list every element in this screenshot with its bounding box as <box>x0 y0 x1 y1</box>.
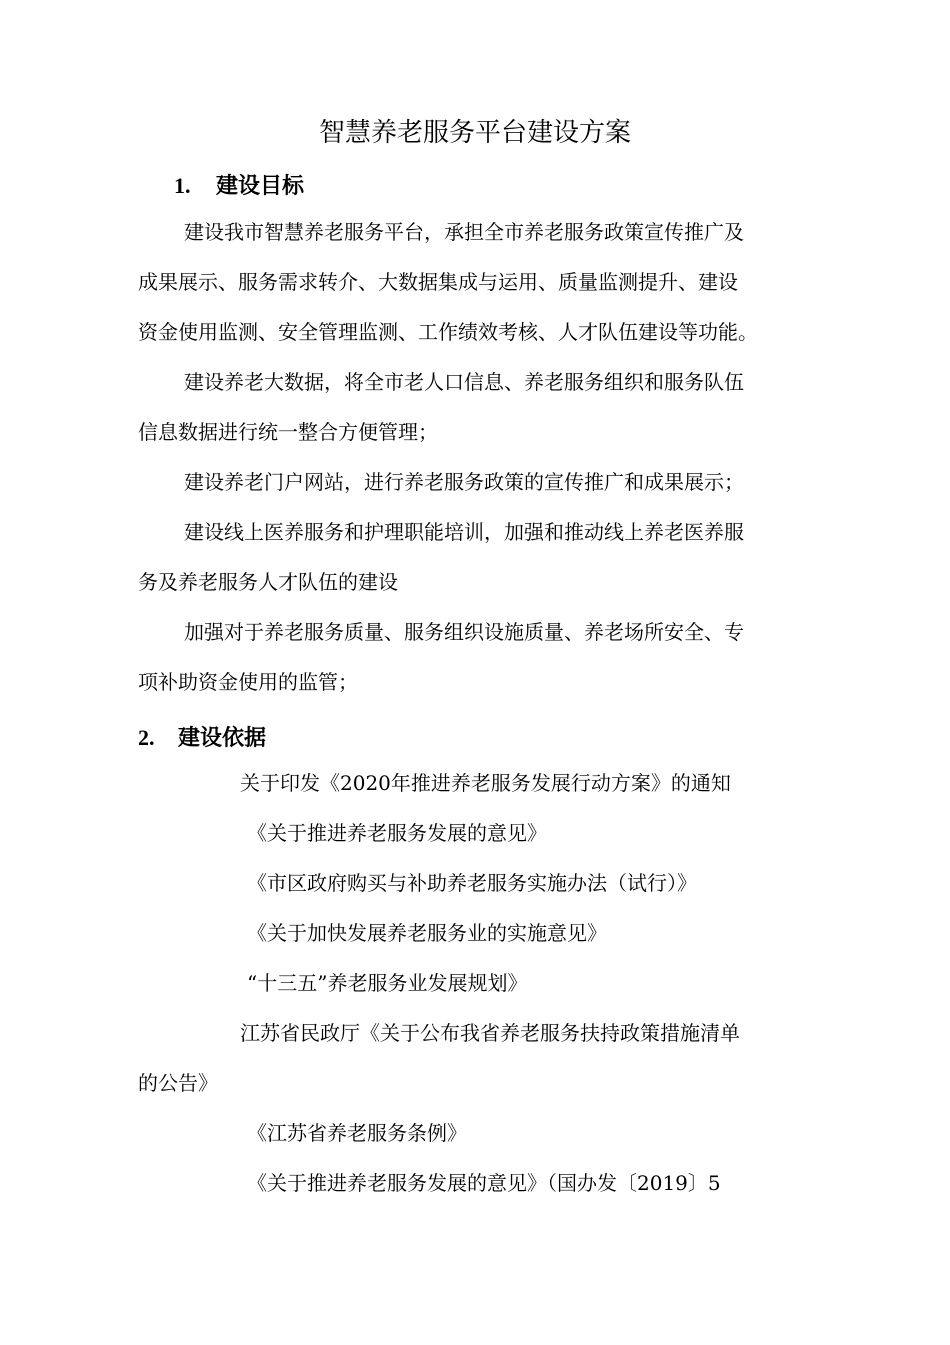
section-heading-basis <box>138 722 266 755</box>
reference-item: 《市区政府购买与补助养老服务实施办法（试行）》 <box>247 871 697 895</box>
reference-item: 江苏省民政厅《关于公布我省养老服务扶持政策措施清单 <box>240 1021 740 1045</box>
reference-item: 关于印发《2020年推进养老服务发展行动方案》的通知 <box>240 771 731 795</box>
section-heading-goals <box>174 170 304 203</box>
paragraph-line: 项补助资金使用的监管； <box>138 670 358 694</box>
paragraph-line: 建设养老大数据，将全市老人口信息、养老服务组织和服务队伍 <box>184 370 744 394</box>
section-title: 建设依据 <box>178 726 267 751</box>
paragraph-line: 加强对于养老服务质量、服务组织设施质量、养老场所安全、专 <box>184 620 744 644</box>
reference-item: 《江苏省养老服务条例》 <box>247 1121 467 1145</box>
paragraph-line: 建设养老门户网站，进行养老服务政策的宣传推广和成果展示； <box>184 470 744 494</box>
reference-item: 《关于推进养老服务发展的意见》 <box>247 821 547 845</box>
paragraph-line: 资金使用监测、安全管理监测、工作绩效考核、人才队伍建设等功能。 <box>138 320 758 344</box>
paragraph-line: 建设我市智慧养老服务平台，承担全市养老服务政策宣传推广及 <box>184 220 744 244</box>
reference-item: 《关于加快发展养老服务业的实施意见》 <box>247 921 607 945</box>
reference-item: “十三五”养老服务业发展规划》 <box>247 971 528 995</box>
reference-item: 的公告》 <box>138 1071 218 1095</box>
reference-item: 《关于推进养老服务发展的意见》（国办发〔2019〕5 <box>247 1171 721 1195</box>
section-number: 2. <box>138 725 155 750</box>
paragraph-line: 建设线上医养服务和护理职能培训，加强和推动线上养老医养服 <box>184 520 744 544</box>
document-title: 智慧养老服务平台建设方案 <box>318 118 631 148</box>
paragraph-line: 务及养老服务人才队伍的建设 <box>138 570 398 594</box>
section-title: 建设目标 <box>216 174 305 199</box>
section-number: 1. <box>174 173 191 198</box>
paragraph-line: 信息数据进行统一整合方便管理； <box>138 420 438 444</box>
paragraph-line: 成果展示、服务需求转介、大数据集成与运用、质量监测提升、建设 <box>138 270 738 294</box>
